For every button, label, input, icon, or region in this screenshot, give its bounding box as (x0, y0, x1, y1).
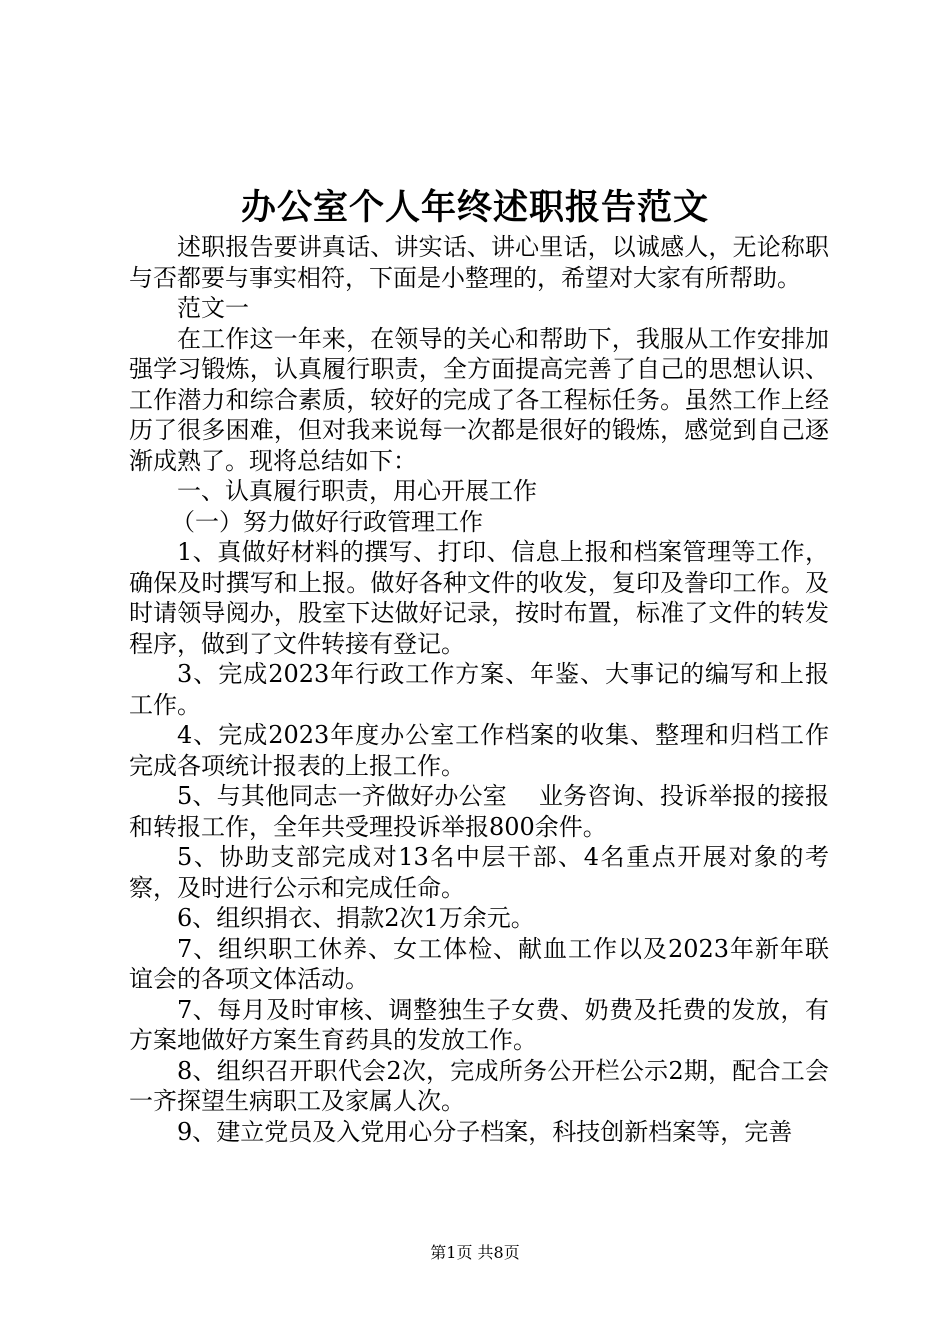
list-item: 3、完成2023年行政工作方案、年鉴、大事记的编写和上报工作。 (129, 660, 829, 719)
list-item: 7、组织职工休养、女工体检、献血工作以及2023年新年联谊会的各项文体活动。 (129, 934, 829, 993)
list-item: 4、完成2023年度办公室工作档案的收集、整理和归档工作完成各项统计报表的上报工作。 (129, 721, 829, 780)
document-title: 办公室个人年终述职报告范文 (240, 187, 709, 228)
list-item: 8、组织召开职代会2次，完成所务公开栏公示2期，配合工会一齐探望生病职工及家属人次。 (129, 1056, 829, 1115)
subsection-heading: （一）努力做好行政管理工作 (171, 507, 483, 536)
list-item: 1、真做好材料的撰写、打印、信息上报和档案管理等工作，确保及时撰写和上报。做好各种文件的收发，复印及誊印工作。及时请领导阅办，股室下达做好记录，按时布置，标准了文件的转发程序，做到了文件转接有登记。 (129, 538, 829, 658)
list-item: 5、与其他同志一齐做好办公室 业务咨询、投诉举报的接报和转报工作，全年共受理投诉举报800余件。 (129, 782, 829, 841)
list-item: 7、每月及时审核、调整独生子女费、奶费及托费的发放，有方案地做好方案生育药具的发放工作。 (129, 995, 829, 1054)
document-body (129, 232, 829, 1147)
paragraph-intro: 述职报告要讲真话、讲实话、讲心里话，以诚感人，无论称职与否都要与事实相符，下面是小整理的，希望对大家有所帮助。 (129, 233, 829, 292)
paragraph-sample-heading: 范文一 (177, 294, 249, 322)
page-number: 第1页 共8页 (430, 1243, 520, 1262)
list-item: 9、建立党员及入党用心分子档案，科技创新档案等，完善 (177, 1117, 793, 1146)
list-item: 5、协助支部完成对13名中层干部、4名重点开展对象的考察，及时进行公示和完成任命。 (129, 843, 829, 902)
list-item: 6、组织捐衣、捐款2次1万余元。 (177, 904, 535, 932)
section-heading: 一、认真履行职责，用心开展工作 (177, 477, 537, 505)
paragraph: 在工作这一年来，在领导的关心和帮助下，我服从工作安排加强学习锻炼，认真履行职责，全方面提高完善了自己的思想认识、工作潜力和综合素质，较好的完成了各工程标任务。虽然工作上经历了很多困难，但对我来说每一次都是很好的锻炼，感觉到自己逐渐成熟了。现将总结如下： (129, 324, 829, 475)
